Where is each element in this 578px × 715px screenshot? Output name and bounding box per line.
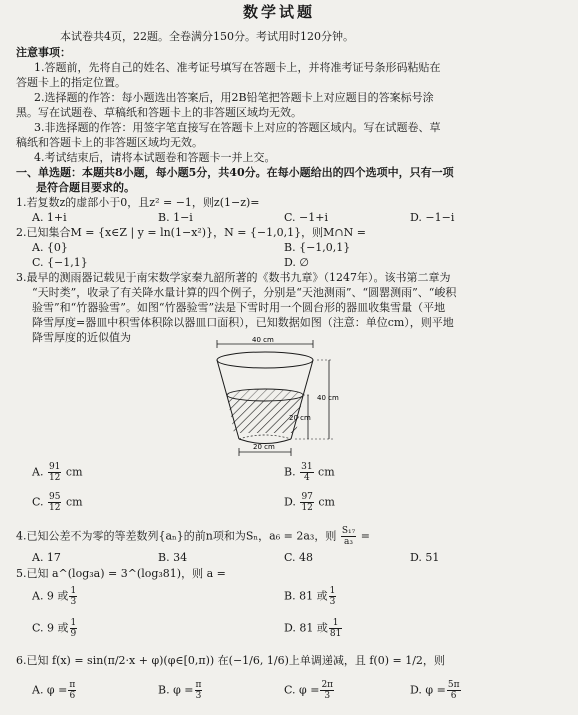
page-title: 数学试题 <box>243 3 316 21</box>
q1-option-b: B. 1−i <box>158 211 193 224</box>
notice-line: 答题卡上的指定位置。 <box>16 76 126 89</box>
q2-stem: 2.已知集合M = {x∈Z | y = ln(1−x²)}，N = {−1,0,1}，则M∩N = <box>16 226 366 239</box>
q3-stem-line: 3.最早的测雨器记载见于南宋数学家秦九韶所著的《数书九章》（1247年）。该书第二章为 <box>16 271 451 284</box>
q2-option-b: B. {−1,0,1} <box>284 241 351 254</box>
q2-option-a: A. {0} <box>32 241 68 254</box>
section-heading-cont: 是符合题目要求的。 <box>36 181 135 194</box>
q4-option-a: A. 17 <box>32 551 61 564</box>
notice-line: 稿纸和答题卡上的非答题区域均无效。 <box>16 136 203 149</box>
q2-option-c: C. {−1,1} <box>32 256 88 269</box>
q3-stem-line: 降雪厚度=器皿中积雪体积除以器皿口面积），已知数据如图（注意：单位cm），则平地 <box>32 316 454 329</box>
q1-option-a: A. 1+i <box>32 211 67 224</box>
height-label: 40 cm <box>317 394 339 402</box>
q6-option-c: C. φ = $\frac{2\pi}{3}$ <box>284 680 334 701</box>
q6-option-b: B. φ = $\frac{\pi}{3}$ <box>158 680 202 701</box>
q3-stem-line: 降雪厚度的近似值为 <box>32 331 131 344</box>
bucket-rim <box>217 352 313 368</box>
q3-option-d: D. $\frac{97}{12}$ cm <box>284 492 335 513</box>
notice-line: 3.非选择题的作答：用签字笔直接写在答题卡上对应的答题区域内。写在试题卷、草 <box>34 121 441 134</box>
q1-option-c: C. −1+i <box>284 211 328 224</box>
q3-stem-line: “天时类”，收录了有关降水量计算的四个例子，分别是“天池测雨”、“圆罂测雨”、“峻积 <box>32 286 457 299</box>
bucket-figure <box>205 332 365 460</box>
notice-header: 注意事项： <box>16 46 71 59</box>
snow-depth-label: 20 cm <box>289 414 311 422</box>
q5-option-b: B. 81 或 $\frac{1}{3}$ <box>284 586 336 607</box>
notice-line: 4.考试结束后，请将本试题卷和答题卡一并上交。 <box>34 151 276 164</box>
q4-stem: 4.已知公差不为零的等差数列{aₙ}的前n项和为Sₙ，a₆ = 2a₃，则 $\frac{\text{S₁₇}}{\text{a₃}}$ = <box>16 526 370 547</box>
q3-stem-line: 验雪”和“竹器验雪”。如图“竹器验雪”法是下雪时用一个圆台形的器皿收集雪量（平地 <box>32 301 446 314</box>
q5-option-d: D. 81 或 $\frac{1}{81}$ <box>284 618 342 639</box>
q5-option-c: C. 9 或 $\frac{1}{9}$ <box>32 618 77 639</box>
q4-option-d: D. 51 <box>410 551 440 564</box>
intro-text: 本试卷共4页，22题。全卷满分150分。考试用时120分钟。 <box>60 30 354 43</box>
q5-option-a: A. 9 或 $\frac{1}{3}$ <box>32 586 77 607</box>
q1-option-d: D. −1−i <box>410 211 455 224</box>
notice-line: 2.选择题的作答：每小题选出答案后，用2B铅笔把答题卡上对应题目的答案标号涂 <box>34 91 434 104</box>
notice-line: 黑。写在试题卷、草稿纸和答题卡上的非答题区域均无效。 <box>16 106 302 119</box>
q1-stem: 1.若复数z的虚部小于0，且z² = −1，则z(1−z)= <box>16 196 260 209</box>
q6-option-d: D. φ = $\frac{5\pi}{6}$ <box>410 680 460 701</box>
bottom-width-label: 20 cm <box>253 443 275 451</box>
q3-option-b: B. $\frac{31}{4}$ cm <box>284 462 335 483</box>
q4-option-c: C. 48 <box>284 551 314 564</box>
top-width-label: 40 cm <box>252 336 274 344</box>
notice-line: 1.答题前，先将自己的姓名、准考证号填写在答题卡上，并将准考证号条形码粘贴在 <box>34 61 441 74</box>
section-heading: 一、单选题：本题共8小题，每小题5分，共40分。在每小题给出的四个选项中，只有一项 <box>16 166 454 179</box>
q3-option-a: A. $\frac{91}{12}$ cm <box>32 462 83 483</box>
q3-option-c: C. $\frac{95}{12}$ cm <box>32 492 83 513</box>
q6-option-a: A. φ = $\frac{\pi}{6}$ <box>32 680 76 701</box>
q6-stem: 6.已知 f(x) = sin(π/2·x + φ)(φ∈[0,π)) 在(−1/6, 1/6)上单调递减，且 f(0) = 1/2，则 <box>16 654 445 667</box>
q2-option-d: D. ∅ <box>284 256 310 269</box>
q4-option-b: B. 34 <box>158 551 188 564</box>
q5-stem: 5.已知 a^(log₃a) = 3^(log₃81)，则 a = <box>16 567 226 580</box>
